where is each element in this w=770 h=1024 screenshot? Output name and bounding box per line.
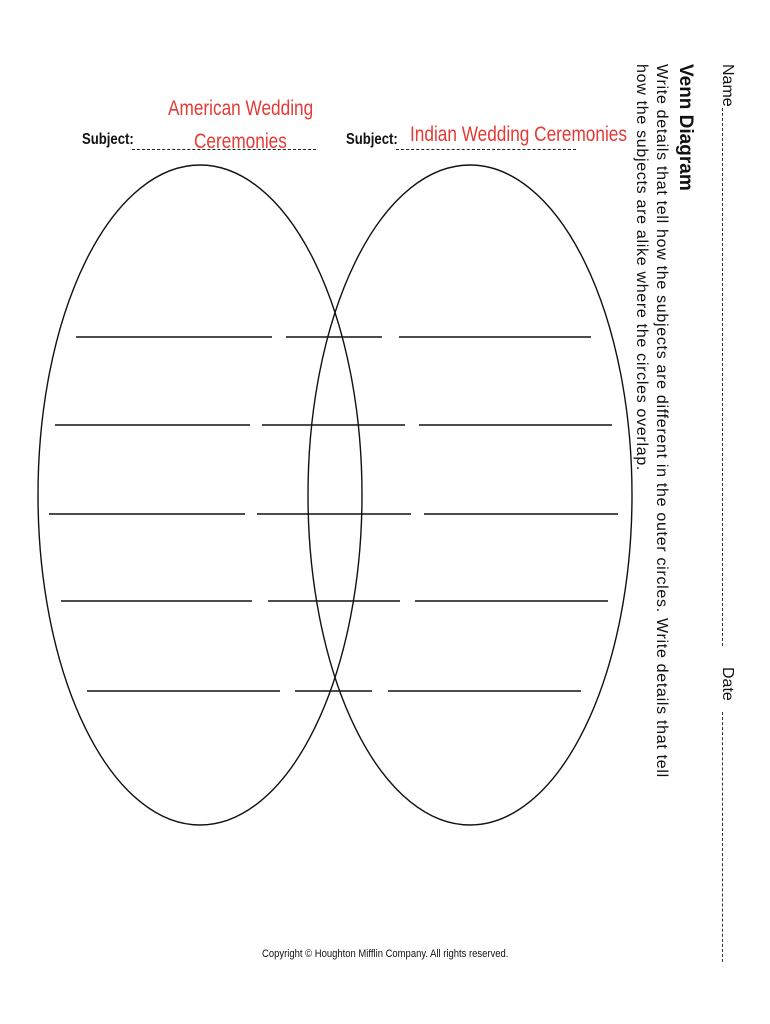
venn-left-circle [38,165,362,825]
subject-left-label: Subject: [82,131,134,148]
copyright-notice [0,948,770,960]
instructions-line-1: Write details that tell how the subjects are different in the outer circles. Write details that tell [653,64,670,778]
page-title: Venn Diagram [675,64,696,191]
date-label: Date [719,667,736,701]
venn-right-circle [308,165,632,825]
copyright-text: Copyright © Houghton Mifflin Company. All rights reserved. [261,948,509,960]
subject-left-handwritten-line-1: American Wedding [168,97,314,120]
subject-right-handwritten: Indian Wedding Ceremonies [410,123,627,146]
instructions-line-2: how the subjects are alike where the circles overlap. [633,64,650,472]
subject-left-handwritten-line-2: Ceremonies [194,130,287,153]
name-label: Name [719,64,736,107]
subject-right-label: Subject: [346,131,398,148]
